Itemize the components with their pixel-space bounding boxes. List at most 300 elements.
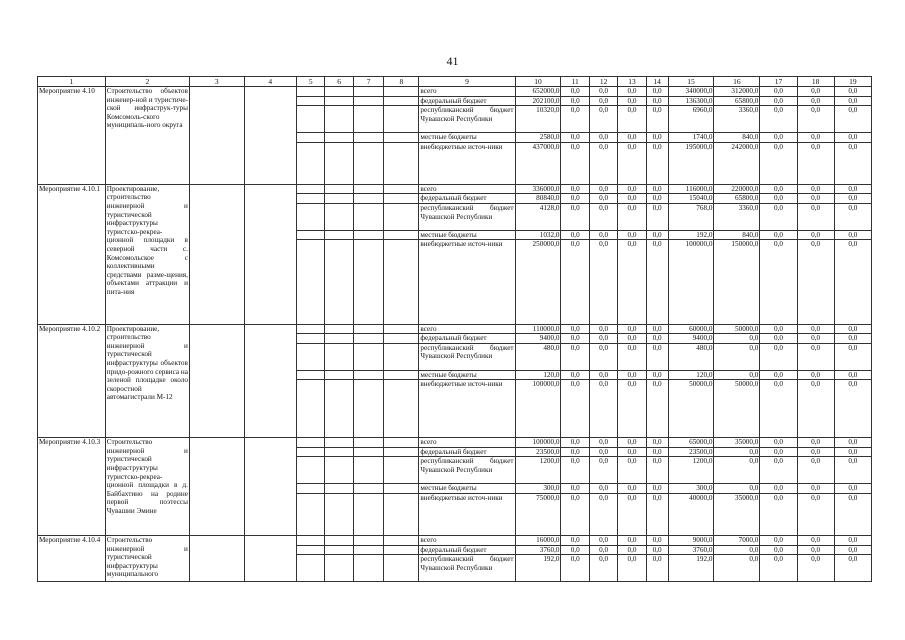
amount-cell: 0,0 bbox=[834, 380, 871, 438]
amount-cell: 0,0 bbox=[561, 334, 589, 344]
amount-cell: 0,0 bbox=[589, 96, 617, 106]
amount-cell: 0,0 bbox=[618, 203, 646, 230]
amount-cell: 0,0 bbox=[646, 438, 668, 448]
column-number: 19 bbox=[834, 77, 871, 87]
col-7-cell bbox=[353, 484, 384, 494]
amount-cell: 3360,0 bbox=[714, 203, 760, 230]
amount-cell: 652000,0 bbox=[515, 87, 561, 97]
amount-cell: 0,0 bbox=[760, 343, 797, 370]
amount-cell: 0,0 bbox=[714, 457, 760, 484]
column-number: 2 bbox=[105, 77, 189, 87]
amount-cell: 0,0 bbox=[760, 240, 797, 324]
col-8-cell bbox=[384, 370, 419, 380]
amount-cell: 0,0 bbox=[834, 142, 871, 184]
amount-cell: 0,0 bbox=[589, 87, 617, 97]
col-6-cell bbox=[325, 87, 353, 97]
amount-cell: 0,0 bbox=[589, 194, 617, 204]
amount-cell: 768,0 bbox=[668, 203, 714, 230]
column-number: 15 bbox=[668, 77, 714, 87]
amount-cell: 0,0 bbox=[646, 545, 668, 555]
amount-cell: 0,0 bbox=[646, 203, 668, 230]
col-3-cell bbox=[189, 184, 244, 324]
amount-cell: 0,0 bbox=[646, 370, 668, 380]
col-5-cell bbox=[297, 132, 325, 142]
col-8-cell bbox=[384, 194, 419, 204]
col-7-cell bbox=[353, 132, 384, 142]
amount-cell: 40000,0 bbox=[668, 493, 714, 535]
amount-cell: 0,0 bbox=[760, 142, 797, 184]
col-6-cell bbox=[325, 380, 353, 438]
col-8-cell bbox=[384, 555, 419, 582]
amount-cell: 0,0 bbox=[561, 142, 589, 184]
column-number: 12 bbox=[589, 77, 617, 87]
col-6-cell bbox=[325, 142, 353, 184]
amount-cell: 16000,0 bbox=[515, 536, 561, 546]
amount-cell: 0,0 bbox=[834, 447, 871, 457]
amount-cell: 0,0 bbox=[797, 132, 834, 142]
amount-cell: 0,0 bbox=[618, 334, 646, 344]
amount-cell: 192,0 bbox=[668, 555, 714, 582]
amount-cell: 0,0 bbox=[618, 324, 646, 334]
col-4-cell bbox=[244, 536, 296, 582]
amount-cell: 336000,0 bbox=[515, 184, 561, 194]
amount-cell: 0,0 bbox=[797, 457, 834, 484]
funding-source: всего bbox=[419, 87, 515, 97]
column-number: 3 bbox=[189, 77, 244, 87]
amount-cell: 0,0 bbox=[646, 447, 668, 457]
col-6-cell bbox=[325, 545, 353, 555]
col-6-cell bbox=[325, 447, 353, 457]
column-number: 1 bbox=[38, 77, 106, 87]
amount-cell: 0,0 bbox=[714, 447, 760, 457]
measure-name: Строительство объектов инженер-ной и туристиче-ской инфраструк-туры Комсомоль-ского муниципаль-ного округа bbox=[105, 87, 189, 185]
col-5-cell bbox=[297, 142, 325, 184]
col-5-cell bbox=[297, 536, 325, 546]
funding-source: местные бюджеты bbox=[419, 484, 515, 494]
amount-cell: 0,0 bbox=[760, 132, 797, 142]
amount-cell: 110000,0 bbox=[515, 324, 561, 334]
amount-cell: 100000,0 bbox=[668, 240, 714, 324]
amount-cell: 0,0 bbox=[834, 484, 871, 494]
amount-cell: 0,0 bbox=[589, 536, 617, 546]
amount-cell: 0,0 bbox=[561, 536, 589, 546]
amount-cell: 0,0 bbox=[760, 96, 797, 106]
amount-cell: 23500,0 bbox=[668, 447, 714, 457]
col-8-cell bbox=[384, 132, 419, 142]
amount-cell: 0,0 bbox=[618, 132, 646, 142]
funding-source: всего bbox=[419, 536, 515, 546]
column-number: 4 bbox=[244, 77, 296, 87]
column-number: 5 bbox=[297, 77, 325, 87]
amount-cell: 0,0 bbox=[797, 493, 834, 535]
amount-cell: 0,0 bbox=[589, 240, 617, 324]
amount-cell: 0,0 bbox=[561, 370, 589, 380]
col-6-cell bbox=[325, 484, 353, 494]
amount-cell: 1032,0 bbox=[515, 230, 561, 240]
col-5-cell bbox=[297, 106, 325, 133]
column-number: 16 bbox=[714, 77, 760, 87]
amount-cell: 250000,0 bbox=[515, 240, 561, 324]
amount-cell: 0,0 bbox=[714, 334, 760, 344]
amount-cell: 0,0 bbox=[589, 230, 617, 240]
measure-code: Мероприятие 4.10.2 bbox=[38, 324, 106, 438]
col-6-cell bbox=[325, 536, 353, 546]
amount-cell: 0,0 bbox=[797, 203, 834, 230]
amount-cell: 840,0 bbox=[714, 132, 760, 142]
funding-source: федеральный бюджет bbox=[419, 447, 515, 457]
amount-cell: 0,0 bbox=[834, 203, 871, 230]
funding-source: внебюджетные источ-ники bbox=[419, 240, 515, 324]
col-8-cell bbox=[384, 343, 419, 370]
amount-cell: 0,0 bbox=[589, 493, 617, 535]
amount-cell: 312000,0 bbox=[714, 87, 760, 97]
amount-cell: 35000,0 bbox=[714, 493, 760, 535]
funding-source: республиканский бюджет Чувашской Республики bbox=[419, 555, 515, 582]
col-7-cell bbox=[353, 240, 384, 324]
amount-cell: 0,0 bbox=[618, 457, 646, 484]
amount-cell: 0,0 bbox=[561, 484, 589, 494]
col-7-cell bbox=[353, 493, 384, 535]
amount-cell: 0,0 bbox=[834, 184, 871, 194]
amount-cell: 0,0 bbox=[589, 142, 617, 184]
col-5-cell bbox=[297, 324, 325, 334]
col-8-cell bbox=[384, 536, 419, 546]
amount-cell: 0,0 bbox=[618, 370, 646, 380]
amount-cell: 0,0 bbox=[646, 106, 668, 133]
amount-cell: 0,0 bbox=[589, 457, 617, 484]
amount-cell: 0,0 bbox=[760, 555, 797, 582]
amount-cell: 0,0 bbox=[834, 438, 871, 448]
amount-cell: 0,0 bbox=[646, 96, 668, 106]
amount-cell: 0,0 bbox=[797, 142, 834, 184]
amount-cell: 6960,0 bbox=[668, 106, 714, 133]
amount-cell: 50000,0 bbox=[668, 380, 714, 438]
col-5-cell bbox=[297, 194, 325, 204]
funding-source: внебюджетные источ-ники bbox=[419, 380, 515, 438]
amount-cell: 0,0 bbox=[618, 96, 646, 106]
col-6-cell bbox=[325, 343, 353, 370]
amount-cell: 220000,0 bbox=[714, 184, 760, 194]
col-5-cell bbox=[297, 96, 325, 106]
amount-cell: 3760,0 bbox=[668, 545, 714, 555]
col-7-cell bbox=[353, 555, 384, 582]
measure-code: Мероприятие 4.10.4 bbox=[38, 536, 106, 582]
amount-cell: 0,0 bbox=[618, 545, 646, 555]
amount-cell: 136300,0 bbox=[668, 96, 714, 106]
col-5-cell bbox=[297, 370, 325, 380]
amount-cell: 0,0 bbox=[797, 380, 834, 438]
funding-source: федеральный бюджет bbox=[419, 334, 515, 344]
col-8-cell bbox=[384, 106, 419, 133]
amount-cell: 10320,0 bbox=[515, 106, 561, 133]
col-4-cell bbox=[244, 438, 296, 536]
col-7-cell bbox=[353, 203, 384, 230]
col-6-cell bbox=[325, 555, 353, 582]
funding-source: внебюджетные источ-ники bbox=[419, 493, 515, 535]
measure-name: Проектирование, строительство инженерной и туристической инфраструктуры туристско-рекреа-ционной площадки в северной части с. Комсомольское с коллективными средствами разме-щения, объектами аттракции и пита-ния bbox=[105, 184, 189, 324]
amount-cell: 120,0 bbox=[515, 370, 561, 380]
measure-name: Проектирование, строительство инженерной и туристической инфраструктуры объектов придо-рожного сервиса на зеленой площадке около скоростной автомагистрали М-12 bbox=[105, 324, 189, 438]
amount-cell: 65000,0 bbox=[668, 438, 714, 448]
amount-cell: 0,0 bbox=[760, 380, 797, 438]
amount-cell: 0,0 bbox=[646, 194, 668, 204]
amount-cell: 23500,0 bbox=[515, 447, 561, 457]
amount-cell: 192,0 bbox=[515, 555, 561, 582]
amount-cell: 7000,0 bbox=[714, 536, 760, 546]
amount-cell: 0,0 bbox=[561, 87, 589, 97]
amount-cell: 65800,0 bbox=[714, 194, 760, 204]
amount-cell: 0,0 bbox=[714, 545, 760, 555]
column-number: 8 bbox=[384, 77, 419, 87]
col-8-cell bbox=[384, 484, 419, 494]
funding-source: федеральный бюджет bbox=[419, 96, 515, 106]
amount-cell: 0,0 bbox=[797, 230, 834, 240]
funding-source: местные бюджеты bbox=[419, 370, 515, 380]
table-row bbox=[38, 184, 872, 194]
column-number: 7 bbox=[353, 77, 384, 87]
amount-cell: 0,0 bbox=[797, 106, 834, 133]
col-8-cell bbox=[384, 142, 419, 184]
table-row bbox=[38, 438, 872, 448]
column-number: 9 bbox=[419, 77, 515, 87]
col-8-cell bbox=[384, 438, 419, 448]
col-6-cell bbox=[325, 370, 353, 380]
amount-cell: 0,0 bbox=[561, 447, 589, 457]
col-4-cell bbox=[244, 324, 296, 438]
amount-cell: 0,0 bbox=[589, 438, 617, 448]
amount-cell: 0,0 bbox=[760, 536, 797, 546]
funding-source: всего bbox=[419, 184, 515, 194]
col-7-cell bbox=[353, 438, 384, 448]
amount-cell: 0,0 bbox=[589, 545, 617, 555]
col-6-cell bbox=[325, 132, 353, 142]
amount-cell: 0,0 bbox=[589, 343, 617, 370]
amount-cell: 0,0 bbox=[834, 536, 871, 546]
amount-cell: 480,0 bbox=[515, 343, 561, 370]
amount-cell: 0,0 bbox=[589, 203, 617, 230]
funding-source: республиканский бюджет Чувашской Республики bbox=[419, 203, 515, 230]
col-8-cell bbox=[384, 334, 419, 344]
amount-cell: 0,0 bbox=[589, 132, 617, 142]
amount-cell: 80840,0 bbox=[515, 194, 561, 204]
col-8-cell bbox=[384, 184, 419, 194]
amount-cell: 0,0 bbox=[561, 194, 589, 204]
col-5-cell bbox=[297, 240, 325, 324]
col-5-cell bbox=[297, 230, 325, 240]
amount-cell: 0,0 bbox=[589, 106, 617, 133]
col-5-cell bbox=[297, 334, 325, 344]
amount-cell: 0,0 bbox=[797, 447, 834, 457]
col-5-cell bbox=[297, 380, 325, 438]
amount-cell: 0,0 bbox=[760, 334, 797, 344]
amount-cell: 150000,0 bbox=[714, 240, 760, 324]
amount-cell: 480,0 bbox=[668, 343, 714, 370]
col-6-cell bbox=[325, 96, 353, 106]
amount-cell: 0,0 bbox=[561, 96, 589, 106]
col-7-cell bbox=[353, 194, 384, 204]
col-3-cell bbox=[189, 87, 244, 185]
amount-cell: 0,0 bbox=[618, 343, 646, 370]
col-6-cell bbox=[325, 230, 353, 240]
amount-cell: 0,0 bbox=[797, 96, 834, 106]
column-number: 17 bbox=[760, 77, 797, 87]
funding-source: федеральный бюджет bbox=[419, 545, 515, 555]
amount-cell: 0,0 bbox=[834, 343, 871, 370]
amount-cell: 65800,0 bbox=[714, 96, 760, 106]
amount-cell: 1740,0 bbox=[668, 132, 714, 142]
table-row bbox=[38, 536, 872, 546]
col-7-cell bbox=[353, 334, 384, 344]
amount-cell: 0,0 bbox=[618, 194, 646, 204]
amount-cell: 0,0 bbox=[834, 370, 871, 380]
measure-name: Строительство инженерной и туристической инфраструктуры муниципального bbox=[105, 536, 189, 582]
amount-cell: 0,0 bbox=[834, 457, 871, 484]
funding-source: всего bbox=[419, 324, 515, 334]
col-8-cell bbox=[384, 545, 419, 555]
col-3-cell bbox=[189, 536, 244, 582]
header-row bbox=[38, 77, 872, 87]
amount-cell: 0,0 bbox=[714, 555, 760, 582]
amount-cell: 0,0 bbox=[646, 184, 668, 194]
amount-cell: 75000,0 bbox=[515, 493, 561, 535]
amount-cell: 0,0 bbox=[834, 493, 871, 535]
funding-source: всего bbox=[419, 438, 515, 448]
amount-cell: 0,0 bbox=[618, 240, 646, 324]
amount-cell: 0,0 bbox=[760, 484, 797, 494]
amount-cell: 0,0 bbox=[561, 230, 589, 240]
column-number: 6 bbox=[325, 77, 353, 87]
col-5-cell bbox=[297, 457, 325, 484]
table-row bbox=[38, 87, 872, 97]
amount-cell: 2580,0 bbox=[515, 132, 561, 142]
amount-cell: 0,0 bbox=[561, 324, 589, 334]
amount-cell: 0,0 bbox=[618, 184, 646, 194]
amount-cell: 0,0 bbox=[561, 438, 589, 448]
amount-cell: 60000,0 bbox=[668, 324, 714, 334]
amount-cell: 0,0 bbox=[618, 106, 646, 133]
col-6-cell bbox=[325, 240, 353, 324]
amount-cell: 1200,0 bbox=[515, 457, 561, 484]
page-number: 41 bbox=[446, 54, 459, 68]
amount-cell: 0,0 bbox=[834, 194, 871, 204]
amount-cell: 0,0 bbox=[589, 370, 617, 380]
amount-cell: 1200,0 bbox=[668, 457, 714, 484]
amount-cell: 0,0 bbox=[714, 484, 760, 494]
amount-cell: 0,0 bbox=[797, 484, 834, 494]
amount-cell: 0,0 bbox=[797, 194, 834, 204]
col-6-cell bbox=[325, 457, 353, 484]
amount-cell: 0,0 bbox=[561, 184, 589, 194]
amount-cell: 0,0 bbox=[589, 447, 617, 457]
amount-cell: 192,0 bbox=[668, 230, 714, 240]
col-4-cell bbox=[244, 184, 296, 324]
amount-cell: 0,0 bbox=[834, 230, 871, 240]
col-8-cell bbox=[384, 447, 419, 457]
amount-cell: 0,0 bbox=[646, 240, 668, 324]
column-number: 18 bbox=[797, 77, 834, 87]
amount-cell: 0,0 bbox=[646, 457, 668, 484]
amount-cell: 0,0 bbox=[561, 545, 589, 555]
col-5-cell bbox=[297, 493, 325, 535]
amount-cell: 0,0 bbox=[646, 334, 668, 344]
amount-cell: 0,0 bbox=[797, 334, 834, 344]
amount-cell: 0,0 bbox=[561, 457, 589, 484]
amount-cell: 0,0 bbox=[797, 324, 834, 334]
amount-cell: 0,0 bbox=[797, 555, 834, 582]
col-6-cell bbox=[325, 194, 353, 204]
col-6-cell bbox=[325, 106, 353, 133]
measure-code: Мероприятие 4.10.1 bbox=[38, 184, 106, 324]
col-6-cell bbox=[325, 438, 353, 448]
col-6-cell bbox=[325, 203, 353, 230]
amount-cell: 0,0 bbox=[834, 96, 871, 106]
amount-cell: 0,0 bbox=[589, 484, 617, 494]
col-6-cell bbox=[325, 334, 353, 344]
col-5-cell bbox=[297, 484, 325, 494]
amount-cell: 0,0 bbox=[618, 87, 646, 97]
amount-cell: 0,0 bbox=[561, 343, 589, 370]
amount-cell: 0,0 bbox=[561, 380, 589, 438]
amount-cell: 0,0 bbox=[646, 87, 668, 97]
amount-cell: 202100,0 bbox=[515, 96, 561, 106]
amount-cell: 116000,0 bbox=[668, 184, 714, 194]
amount-cell: 0,0 bbox=[760, 545, 797, 555]
col-7-cell bbox=[353, 184, 384, 194]
col-5-cell bbox=[297, 343, 325, 370]
amount-cell: 3360,0 bbox=[714, 106, 760, 133]
amount-cell: 0,0 bbox=[646, 324, 668, 334]
amount-cell: 0,0 bbox=[797, 370, 834, 380]
amount-cell: 0,0 bbox=[760, 184, 797, 194]
amount-cell: 0,0 bbox=[618, 555, 646, 582]
amount-cell: 100000,0 bbox=[515, 438, 561, 448]
amount-cell: 0,0 bbox=[618, 484, 646, 494]
amount-cell: 15040,0 bbox=[668, 194, 714, 204]
col-8-cell bbox=[384, 240, 419, 324]
amount-cell: 0,0 bbox=[646, 142, 668, 184]
col-7-cell bbox=[353, 96, 384, 106]
amount-cell: 0,0 bbox=[760, 87, 797, 97]
amount-cell: 0,0 bbox=[646, 230, 668, 240]
amount-cell: 0,0 bbox=[834, 240, 871, 324]
col-5-cell bbox=[297, 87, 325, 97]
funding-source: республиканский бюджет Чувашской Республики bbox=[419, 106, 515, 133]
funding-source: республиканский бюджет Чувашской Республики bbox=[419, 343, 515, 370]
amount-cell: 0,0 bbox=[561, 106, 589, 133]
amount-cell: 0,0 bbox=[760, 106, 797, 133]
amount-cell: 0,0 bbox=[646, 536, 668, 546]
col-6-cell bbox=[325, 324, 353, 334]
col-8-cell bbox=[384, 380, 419, 438]
amount-cell: 0,0 bbox=[714, 343, 760, 370]
amount-cell: 0,0 bbox=[760, 447, 797, 457]
amount-cell: 0,0 bbox=[561, 240, 589, 324]
amount-cell: 0,0 bbox=[834, 334, 871, 344]
amount-cell: 0,0 bbox=[561, 555, 589, 582]
col-5-cell bbox=[297, 555, 325, 582]
col-5-cell bbox=[297, 203, 325, 230]
amount-cell: 35000,0 bbox=[714, 438, 760, 448]
amount-cell: 120,0 bbox=[668, 370, 714, 380]
amount-cell: 0,0 bbox=[834, 324, 871, 334]
amount-cell: 0,0 bbox=[834, 555, 871, 582]
financing-table bbox=[37, 76, 872, 582]
amount-cell: 0,0 bbox=[589, 324, 617, 334]
col-5-cell bbox=[297, 438, 325, 448]
amount-cell: 242000,0 bbox=[714, 142, 760, 184]
amount-cell: 300,0 bbox=[515, 484, 561, 494]
amount-cell: 0,0 bbox=[714, 370, 760, 380]
